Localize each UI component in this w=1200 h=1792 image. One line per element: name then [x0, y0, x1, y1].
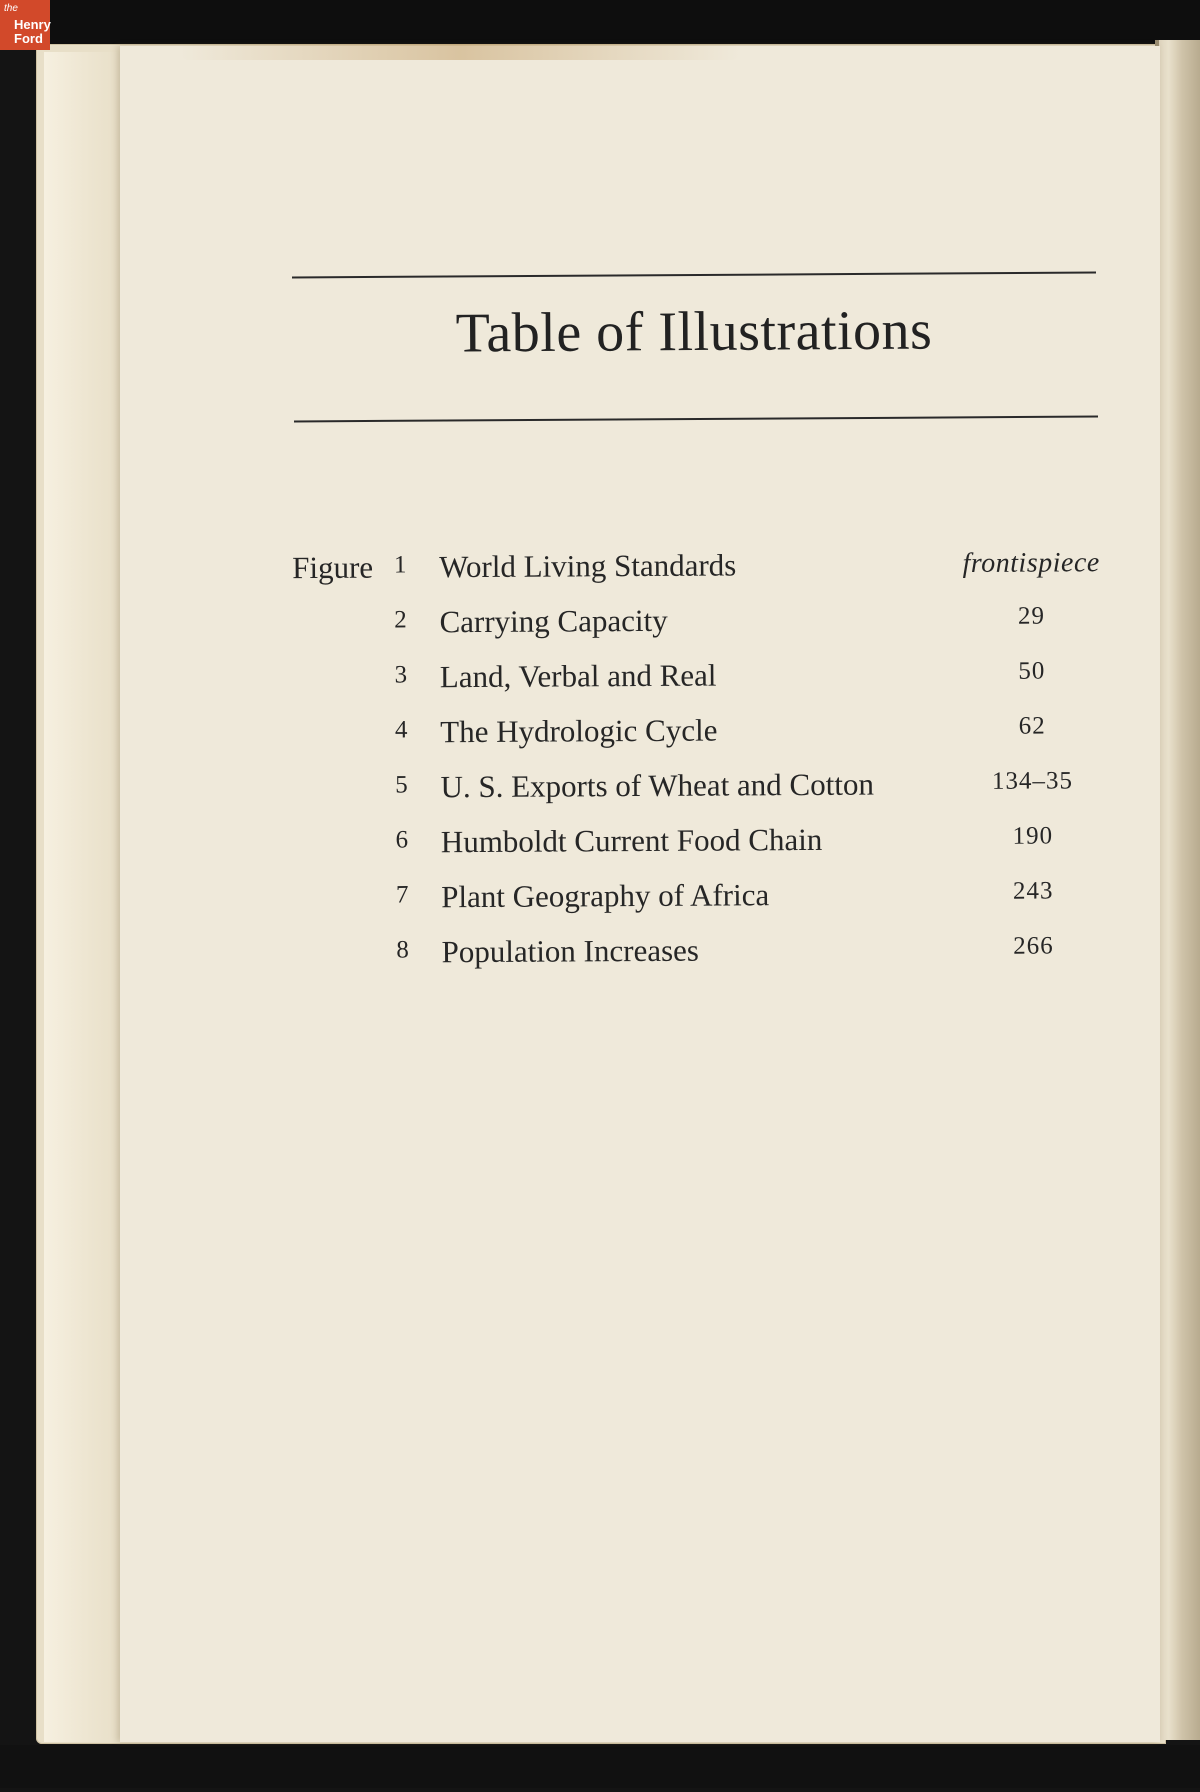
figure-number: 4	[394, 716, 408, 744]
figure-number: 6	[395, 826, 409, 854]
list-item	[0, 545, 1199, 600]
figure-title: The Hydrologic Cycle	[440, 712, 718, 750]
figure-title: World Living Standards	[439, 547, 737, 585]
figure-page: 29	[1017, 602, 1046, 630]
figure-page: 62	[1018, 712, 1046, 740]
page-title: Table of Illustrations	[455, 299, 933, 365]
figure-title: Plant Geography of Africa	[441, 877, 770, 915]
figure-page: 190	[1012, 822, 1054, 850]
figure-number: 7	[395, 881, 409, 909]
figure-title: Humboldt Current Food Chain	[440, 821, 823, 860]
list-item	[1, 875, 1200, 930]
list-item	[0, 655, 1200, 710]
figure-number: 8	[396, 936, 409, 964]
list-item	[1, 930, 1200, 985]
logo-text-henry: Henry	[14, 17, 51, 32]
figure-page: frontispiece	[962, 547, 1100, 580]
figure-title: Land, Verbal and Real	[439, 657, 717, 695]
list-item	[0, 765, 1200, 820]
list-item	[0, 600, 1200, 655]
figure-page: 50	[1018, 657, 1046, 685]
figure-page: 243	[1012, 877, 1054, 905]
figure-number: 2	[394, 606, 407, 634]
figure-page: 266	[1013, 932, 1054, 960]
figure-lead-label: Figure	[292, 549, 374, 586]
figure-number: 3	[394, 661, 408, 689]
figure-number: 5	[395, 771, 408, 799]
list-item	[0, 710, 1200, 765]
logo-text-the: the	[4, 3, 18, 14]
figure-title: U. S. Exports of Wheat and Cotton	[440, 766, 875, 805]
logo-text-ford: Ford	[14, 31, 43, 46]
figure-title: Carrying Capacity	[439, 602, 668, 640]
figure-number: 1	[393, 551, 407, 579]
figure-page: 134–35	[991, 767, 1074, 795]
figure-title: Population Increases	[441, 932, 700, 970]
list-item	[1, 820, 1200, 875]
